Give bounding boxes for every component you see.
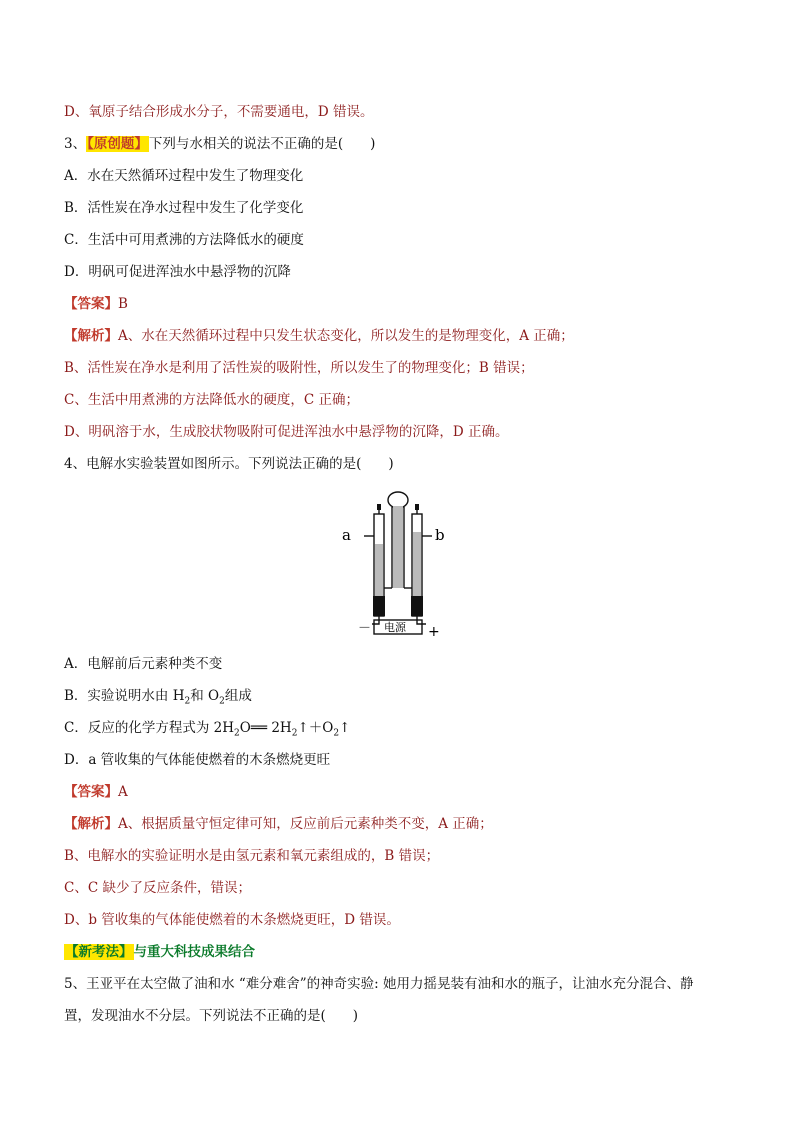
subscript: 2 [333, 728, 340, 739]
q4-option-b-text: 和 O [190, 688, 220, 704]
q4-option-b-text: 组成 [224, 688, 252, 704]
q3-answer [64, 294, 128, 314]
q4-analysis-label: 【解析】 [64, 816, 118, 832]
section-title: 与重大科技成果结合 [133, 944, 255, 960]
q4-option-c-text: ↑ [339, 720, 351, 736]
q5-stem-line-2: 置，发现油水不分层。下列说法不正确的是( ) [64, 1008, 359, 1024]
q4-analysis-a [64, 814, 493, 834]
q4-option-d: D．a 管收集的气体能使燃着的木条燃烧更旺 [64, 752, 331, 768]
q4-option-c-text: ↑＋O [297, 720, 334, 736]
q4-answer-label: 【答案】 [64, 784, 118, 800]
tube-a-label: a [342, 526, 351, 544]
q4-stem: 4、电解水实验装置如图所示。下列说法正确的是( ) [64, 456, 394, 472]
q3-analysis-b: B、活性炭在净水是利用了活性炭的吸附性，所以发生了的物理变化；B 错误； [64, 360, 534, 376]
q3-option-a: A．水在天然循环过程中发生了物理变化 [64, 168, 304, 184]
q4-option-a: A．电解前后元素种类不变 [64, 656, 223, 672]
q3-analysis-a [64, 326, 574, 346]
q3-option-d: D．明矾可促进浑浊水中悬浮物的沉降 [64, 264, 291, 280]
q4-option-c-text: O══ 2H [239, 720, 292, 736]
subscript: 2 [184, 696, 191, 707]
subscript: 2 [219, 696, 225, 707]
q5-stem-line-1: 5、王亚平在太空做了油和水 “难分难舍”的神奇实验: 她用力摇晃装有油和水的瓶子，让油水充分混合、静 [64, 976, 694, 992]
q3-option-c: C．生活中可用煮沸的方法降低水的硬度 [64, 232, 304, 248]
negative-terminal-label: － [358, 621, 372, 636]
q3-analysis-label: 【解析】 [64, 328, 118, 344]
q3-answer-label: 【答案】 [64, 296, 118, 312]
q3-analysis-a-text: A、水在天然循环过程中只发生状态变化，所以发生的是物理变化，A 正确； [118, 328, 574, 344]
power-source-label: 电源 [384, 621, 406, 634]
q4-answer [64, 782, 128, 802]
q2-option-d-analysis: D、氧原子结合形成水分子，不需要通电，D 错误。 [64, 104, 374, 120]
q4-answer-value: A [118, 784, 128, 800]
subscript: 2 [291, 728, 298, 739]
q4-analysis-b: B、电解水的实验证明水是由氢元素和氧元素组成的，B 错误； [64, 848, 440, 864]
electrolysis-apparatus-figure [336, 484, 446, 640]
q4-analysis-d: D、b 管收集的气体能使燃着的木条燃烧更旺，D 错误。 [64, 912, 400, 928]
q4-analysis-a-text: A、根据质量守恒定律可知，反应前后元素种类不变，A 正确； [118, 816, 493, 832]
q3-number: 3、 [64, 136, 87, 152]
q3-option-b: B．活性炭在净水过程中发生了化学变化 [64, 200, 304, 216]
section-header [64, 942, 255, 962]
q3-stem-text: 下列与水相关的说法不正确的是( ) [148, 136, 376, 152]
q4-analysis-c: C、C 缺少了反应条件，错误； [64, 880, 251, 896]
q3-stem [64, 134, 375, 154]
q4-option-c [64, 718, 350, 744]
q4-option-b [64, 686, 252, 712]
subscript: 2 [233, 728, 240, 739]
q3-original-tag: 【原创题】 [87, 136, 148, 152]
positive-terminal-label: + [428, 624, 440, 640]
q3-answer-value: B [118, 296, 128, 312]
tube-b-label: b [435, 526, 445, 544]
q3-analysis-c: C、生活中用煮沸的方法降低水的硬度，C 正确； [64, 392, 359, 408]
new-method-tag: 【新考法】 [65, 944, 133, 960]
q3-analysis-d: D、明矾溶于水，生成胶状物吸附可促进浑浊水中悬浮物的沉降，D 正确。 [64, 424, 509, 440]
q4-option-b-text: B．实验说明水由 H [64, 688, 185, 704]
q4-option-c-text: C．反应的化学方程式为 2H [64, 720, 234, 736]
